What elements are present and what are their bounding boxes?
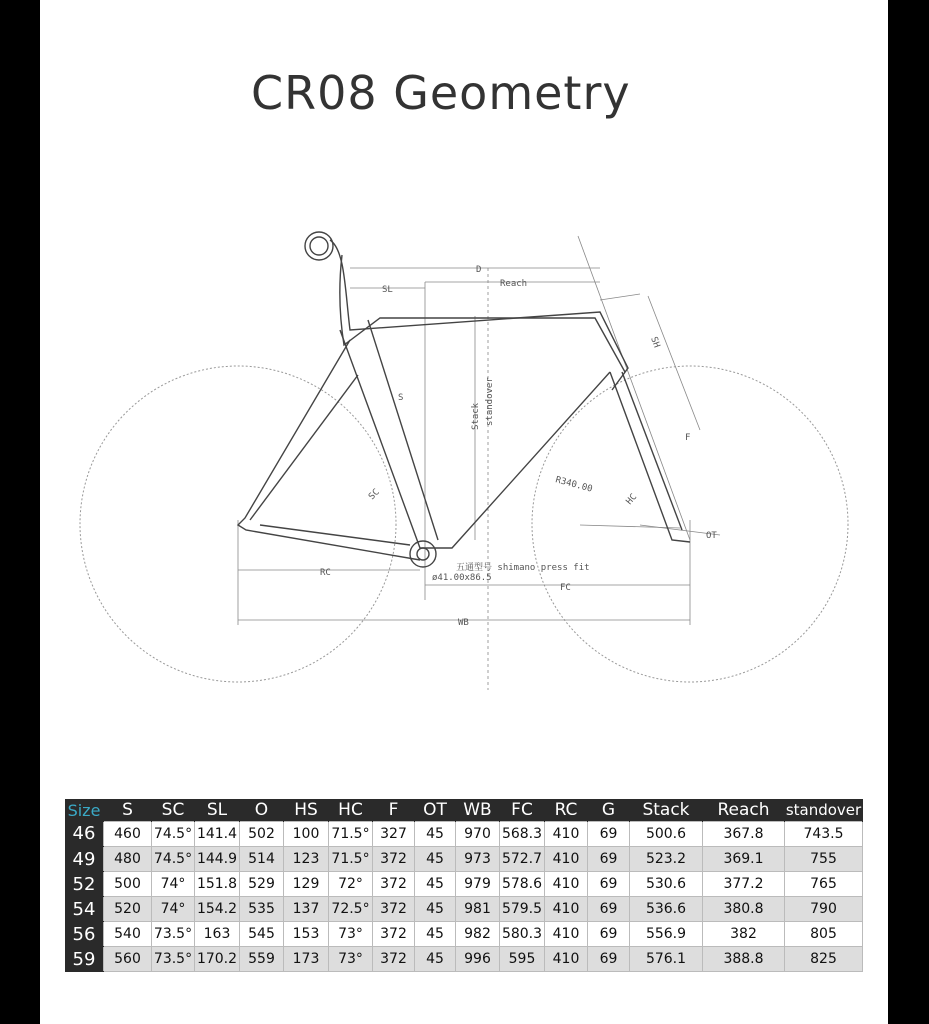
table-cell: 153	[284, 922, 329, 947]
table-row	[65, 947, 863, 972]
label-ot: OT	[706, 531, 717, 541]
table-cell: 559	[240, 947, 284, 972]
table-cell: 74.5°	[152, 822, 195, 847]
label-bb-note: 五通型号 shimano press fit	[456, 563, 590, 573]
table-cell: 410	[545, 922, 588, 947]
col-header: F	[373, 799, 415, 822]
label-reach: Reach	[500, 279, 528, 289]
label-r: R340.00	[554, 475, 594, 495]
col-header: Size	[65, 799, 104, 822]
table-row	[65, 822, 863, 847]
dimension-lines	[238, 236, 720, 690]
table-cell: 973	[456, 847, 500, 872]
table-cell: 73.5°	[152, 947, 195, 972]
col-header: HC	[329, 799, 373, 822]
size-cell: 49	[65, 847, 104, 872]
table-cell: 45	[415, 947, 456, 972]
table-cell: 71.5°	[329, 822, 373, 847]
table-cell: 377.2	[703, 872, 785, 897]
table-cell: 970	[456, 822, 500, 847]
label-stack: Stack	[471, 402, 481, 430]
title-text: CR08 Geometry	[251, 66, 631, 120]
table-cell: 580.3	[500, 922, 545, 947]
table-cell: 560	[104, 947, 152, 972]
col-header: SC	[152, 799, 195, 822]
table-cell: 74°	[152, 872, 195, 897]
table-header-row	[65, 799, 863, 822]
table-cell: 595	[500, 947, 545, 972]
col-header: FC	[500, 799, 545, 822]
table-row	[65, 872, 863, 897]
table-cell: 520	[104, 897, 152, 922]
table-cell: 372	[373, 947, 415, 972]
table-cell: 410	[545, 872, 588, 897]
table-cell: 765	[785, 872, 863, 897]
col-header: standover	[785, 799, 863, 822]
label-f: F	[685, 433, 691, 443]
col-header: RC	[545, 799, 588, 822]
label-fc: FC	[560, 583, 571, 593]
table-cell: 372	[373, 847, 415, 872]
geometry-table	[65, 799, 863, 972]
table-cell: 74°	[152, 897, 195, 922]
col-header: SL	[195, 799, 240, 822]
table-cell: 72°	[329, 872, 373, 897]
label-sl: SL	[382, 285, 393, 295]
table-cell: 144.9	[195, 847, 240, 872]
table-cell: 540	[104, 922, 152, 947]
table-cell: 382	[703, 922, 785, 947]
table-cell: 327	[373, 822, 415, 847]
table-cell: 460	[104, 822, 152, 847]
table-cell: 151.8	[195, 872, 240, 897]
table-cell: 536.6	[630, 897, 703, 922]
label-bb-dim: ø41.00x86.5	[432, 573, 492, 583]
label-sh: SH	[648, 335, 662, 350]
table-cell: 572.7	[500, 847, 545, 872]
table-cell: 73°	[329, 947, 373, 972]
label-hc: HC	[624, 492, 640, 507]
size-cell: 52	[65, 872, 104, 897]
table-cell: 410	[545, 847, 588, 872]
table-cell: 578.6	[500, 872, 545, 897]
table-cell: 979	[456, 872, 500, 897]
table-cell: 69	[588, 822, 630, 847]
table-cell: 502	[240, 822, 284, 847]
table-cell: 74.5°	[152, 847, 195, 872]
wheels	[80, 366, 848, 682]
table-cell: 372	[373, 922, 415, 947]
table-cell: 129	[284, 872, 329, 897]
label-s: S	[398, 393, 404, 403]
col-header: S	[104, 799, 152, 822]
table-cell: 523.2	[630, 847, 703, 872]
table-cell: 69	[588, 872, 630, 897]
label-rc: RC	[320, 568, 331, 578]
table-cell: 380.8	[703, 897, 785, 922]
table-cell: 69	[588, 847, 630, 872]
col-header: Stack	[630, 799, 703, 822]
table-cell: 73°	[329, 922, 373, 947]
table-cell: 367.8	[703, 822, 785, 847]
size-cell: 59	[65, 947, 104, 972]
table-cell: 410	[545, 947, 588, 972]
col-header: O	[240, 799, 284, 822]
table-cell: 500.6	[630, 822, 703, 847]
table-cell: 556.9	[630, 922, 703, 947]
table-cell: 71.5°	[329, 847, 373, 872]
table-cell: 743.5	[785, 822, 863, 847]
table-cell: 545	[240, 922, 284, 947]
table-cell: 372	[373, 897, 415, 922]
size-cell: 56	[65, 922, 104, 947]
label-wb: WB	[458, 618, 469, 628]
table-cell: 530.6	[630, 872, 703, 897]
table-cell: 137	[284, 897, 329, 922]
table-cell: 755	[785, 847, 863, 872]
table-cell: 45	[415, 847, 456, 872]
table-cell: 45	[415, 822, 456, 847]
col-header: OT	[415, 799, 456, 822]
table-cell: 369.1	[703, 847, 785, 872]
table-cell: 69	[588, 922, 630, 947]
table-cell: 410	[545, 897, 588, 922]
table-cell: 45	[415, 922, 456, 947]
table-row	[65, 922, 863, 947]
table-cell: 529	[240, 872, 284, 897]
table-cell: 163	[195, 922, 240, 947]
table-cell: 981	[456, 897, 500, 922]
table-cell: 45	[415, 897, 456, 922]
table-cell: 173	[284, 947, 329, 972]
table-cell: 69	[588, 897, 630, 922]
table-row	[65, 847, 863, 872]
table-cell: 982	[456, 922, 500, 947]
col-header: G	[588, 799, 630, 822]
diagram-labels	[320, 265, 717, 628]
label-standover: standover	[485, 377, 495, 426]
table-cell: 410	[545, 822, 588, 847]
table-cell: 500	[104, 872, 152, 897]
table-cell: 123	[284, 847, 329, 872]
table-cell: 141.4	[195, 822, 240, 847]
table-cell: 388.8	[703, 947, 785, 972]
table-cell: 805	[785, 922, 863, 947]
table-cell: 170.2	[195, 947, 240, 972]
table-cell: 69	[588, 947, 630, 972]
table-cell: 514	[240, 847, 284, 872]
table-cell: 568.3	[500, 822, 545, 847]
table-cell: 72.5°	[329, 897, 373, 922]
table-cell: 790	[785, 897, 863, 922]
table-cell: 480	[104, 847, 152, 872]
table-cell: 100	[284, 822, 329, 847]
table-cell: 576.1	[630, 947, 703, 972]
col-header: Reach	[703, 799, 785, 822]
table-cell: 996	[456, 947, 500, 972]
size-cell: 54	[65, 897, 104, 922]
col-header: HS	[284, 799, 329, 822]
table-cell: 45	[415, 872, 456, 897]
label-d: D	[476, 265, 482, 275]
table-cell: 535	[240, 897, 284, 922]
table-cell: 154.2	[195, 897, 240, 922]
table-cell: 372	[373, 872, 415, 897]
size-cell: 46	[65, 822, 104, 847]
table-cell: 579.5	[500, 897, 545, 922]
table-row	[65, 897, 863, 922]
table-cell: 825	[785, 947, 863, 972]
col-header: WB	[456, 799, 500, 822]
table-cell: 73.5°	[152, 922, 195, 947]
label-sc: SC	[367, 487, 382, 503]
